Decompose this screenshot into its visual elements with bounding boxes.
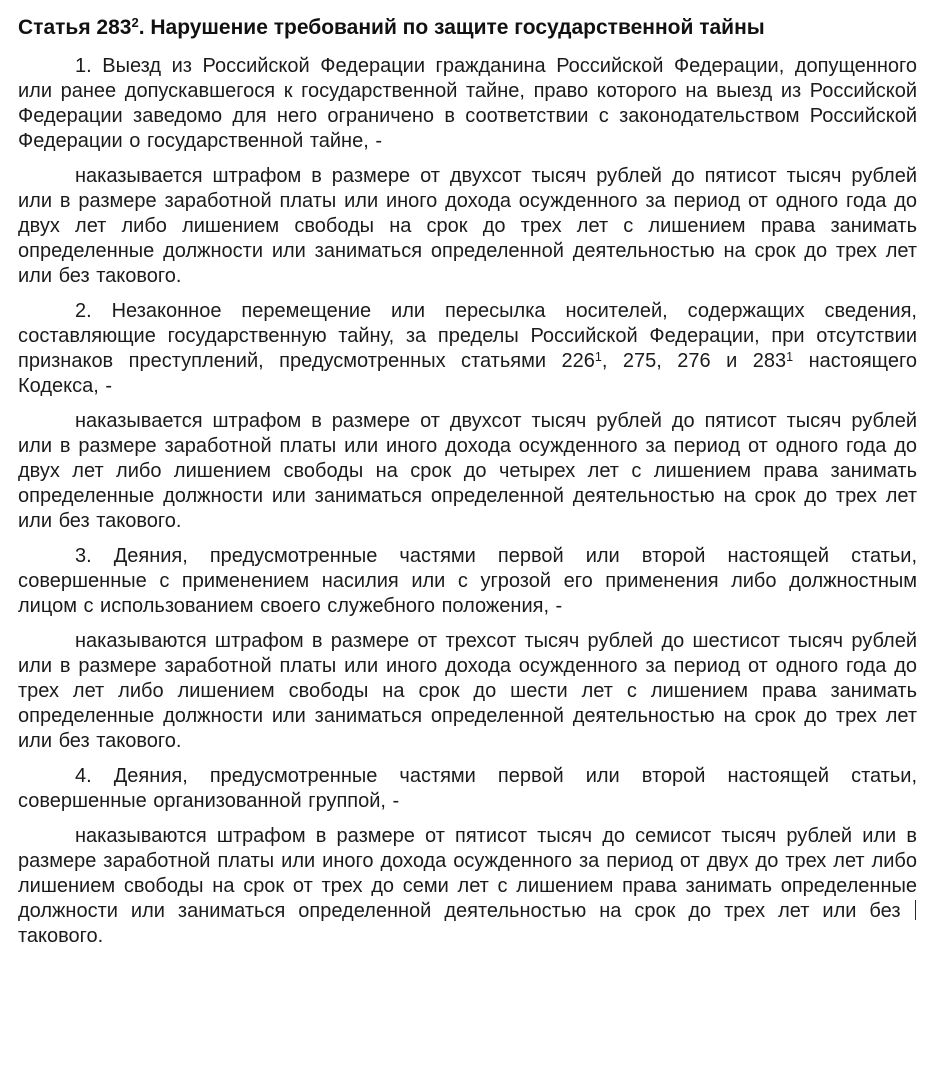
article-number-superscript: 2 xyxy=(131,15,139,30)
part-1-text[interactable]: 1. Выезд из Российской Федерации гражданина Российской Федерации, допущенного или ранее допускавшегося к государственной тайне, право которого на выезд из Российской Федерации заведомо для него ограничено в соответствии с законодательством Российской Федерации о государственной тайне, - xyxy=(18,55,917,152)
statute-226-superscript: 1 xyxy=(594,350,602,364)
part-2-sanction[interactable]: наказывается штрафом в размере от двухсот тысяч рублей до пятисот тысяч рублей или в размере заработной платы или иного дохода осужденного за период от одного года до двух лет либо лишением свободы на срок до четырех лет с лишением права занимать определенные должности или заниматься определенной деятельностью на срок до трех лет или без такового. xyxy=(18,410,917,532)
part-2-text-segment-1: 2. Незаконное перемещение или пересылка носителей, содержащих сведения, составляющие государственную тайну, за пределы Российской Федерации, при отсутствии признаков преступлений, предусмотренных статьями 226 xyxy=(18,300,917,372)
part-1-sanction[interactable]: наказывается штрафом в размере от двухсот тысяч рублей до пятисот тысяч рублей или в размере заработной платы или иного дохода осужденного за период от одного года до двух лет либо лишением свободы на срок до трех лет с лишением права занимать определенные должности или заниматься определенной деятельностью на срок до трех лет или без такового. xyxy=(18,165,917,287)
part-2-text-segment-3: настоящего Кодекса, - xyxy=(18,350,917,397)
article-title-rest: . Нарушение требований по защите государственной тайны xyxy=(138,16,765,39)
article-title-prefix: Статья 283 xyxy=(18,16,132,39)
part-2-text-segment-2: , 275, 276 и 283 xyxy=(601,350,787,372)
part-3-text[interactable]: 3. Деяния, предусмотренные частями первой или второй настоящей статьи, совершенные с применением насилия или с угрозой его применения либо должностным лицом с использованием своего служебного положения, - xyxy=(18,545,917,617)
statute-283-superscript: 1 xyxy=(786,350,794,364)
article-title xyxy=(18,14,917,41)
part-2-text[interactable] xyxy=(18,299,917,399)
part-4-sanction[interactable] xyxy=(18,824,917,949)
part-3-sanction[interactable]: наказываются штрафом в размере от трехсот тысяч рублей до шестисот тысяч рублей или в размере заработной платы или иного дохода осужденного за период от одного года до трех лет либо лишением свободы на срок до шести лет с лишением права занимать определенные должности или заниматься определенной деятельностью на срок до трех лет или без такового. xyxy=(18,630,917,752)
text-cursor xyxy=(915,900,917,920)
part-4-sanction-after-cursor: такового. xyxy=(18,925,104,947)
part-4-sanction-before-cursor: наказываются штрафом в размере от пятисот тысяч до семисот тысяч рублей или в размере заработной платы или иного дохода осужденного за период от двух до трех лет либо лишением свободы на срок от трех до семи лет с лишением права занимать определенные должности или заниматься определенной деятельностью на срок до трех лет или без xyxy=(18,825,917,922)
part-4-text[interactable]: 4. Деяния, предусмотренные частями первой или второй настоящей статьи, совершенные организованной группой, - xyxy=(18,765,917,812)
